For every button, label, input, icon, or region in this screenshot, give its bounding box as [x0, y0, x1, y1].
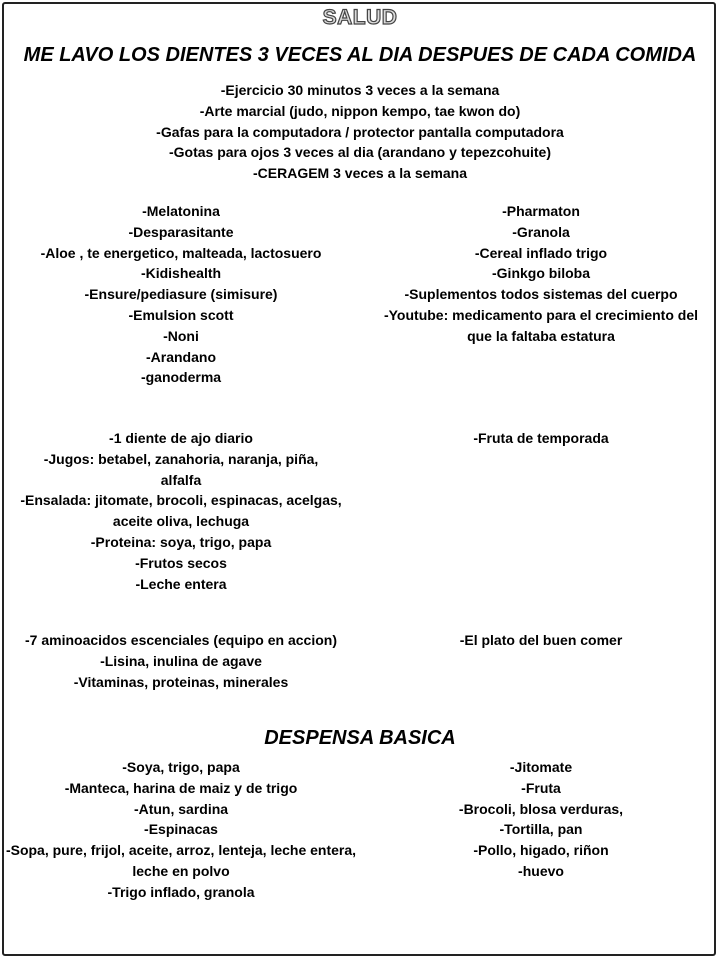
- nutrients-left-list: [5, 630, 357, 692]
- list-item: -Ginkgo biloba: [492, 265, 590, 282]
- list-item: -Leche entera: [135, 575, 227, 592]
- list-item: -Pollo, higado, riñon: [473, 842, 609, 859]
- list-item: -Cereal inflado trigo: [474, 244, 608, 261]
- list-item: -Kidishealth: [140, 265, 222, 282]
- list-item: -El plato del buen comer: [459, 632, 623, 648]
- list-item: -Trigo inflado, granola: [107, 883, 255, 900]
- list-item: -CERAGEM 3 veces a la semana: [253, 165, 467, 182]
- list-item: -Sopa, pure, frijol, aceite, arroz, lenteja, leche entera, leche en polvo: [5, 842, 357, 879]
- pantry-left-list: [5, 757, 357, 903]
- list-item: -Gotas para ojos 3 veces al dia (arandano y tepezcohuite): [168, 144, 551, 161]
- supplements-left-list: [5, 201, 357, 388]
- list-item: -Granola: [512, 223, 570, 240]
- list-item: -Lisina, inulina de agave: [100, 652, 262, 669]
- diet-left-list: [5, 428, 357, 594]
- list-item: -Ensure/pediasure (simisure): [84, 286, 278, 303]
- list-item: -Ensalada: jitomate, brocoli, espinacas, acelgas, aceite oliva, lechuga: [20, 492, 342, 530]
- list-item: -Jugos: betabel, zanahoria, naranja, piña, alfalfa: [43, 450, 319, 488]
- list-item: -huevo: [518, 862, 564, 879]
- list-item: -Desparasitante: [128, 223, 234, 240]
- list-item: -Aloe , te energetico, malteada, lactosuero: [40, 244, 322, 261]
- list-item: -Manteca, harina de maiz y de trigo: [64, 779, 298, 796]
- list-item: -Fruta: [521, 779, 561, 796]
- list-item: -Youtube: medicamento para el crecimiento del que la faltaba estatura: [383, 306, 699, 344]
- list-item: -Jitomate: [509, 759, 573, 775]
- list-item: -Arte marcial (judo, nippon kempo, tae kwon do): [199, 102, 521, 119]
- list-item: -Soya, trigo, papa: [122, 759, 240, 775]
- list-item: -Gafas para la computadora / protector pantalla computadora: [156, 123, 564, 140]
- list-item: -Noni: [163, 327, 199, 344]
- nutrients-right-list: [380, 630, 702, 651]
- page-title: SALUD: [322, 6, 398, 29]
- supplements-right-list: [380, 201, 702, 347]
- general-list: [0, 80, 720, 184]
- diet-right-list: [380, 428, 702, 449]
- list-item: -7 aminoacidos escenciales (equipo en accion): [25, 632, 337, 648]
- subtitle: ME LAVO LOS DIENTES 3 VECES AL DIA DESPUES DE CADA COMIDA: [23, 44, 697, 66]
- list-item: -Emulsion scott: [128, 306, 234, 323]
- list-item: -Vitaminas, proteinas, minerales: [73, 673, 289, 690]
- list-item: -ganoderma: [140, 369, 222, 386]
- list-item: -Pharmaton: [502, 203, 580, 219]
- list-item: -Espinacas: [144, 821, 218, 838]
- list-item: -Melatonina: [142, 203, 220, 219]
- list-item: -Suplementos todos sistemas del cuerpo: [404, 286, 678, 303]
- pantry-right-list: [380, 757, 702, 882]
- list-item: -Atun, sardina: [133, 800, 229, 817]
- list-item: -Frutos secos: [135, 554, 227, 571]
- pantry-heading: DESPENSA BASICA: [264, 727, 456, 749]
- list-item: -Fruta de temporada: [473, 430, 609, 446]
- list-item: -Proteina: soya, trigo, papa: [90, 533, 272, 550]
- list-item: -Brocoli, blosa verduras,: [458, 800, 624, 817]
- list-item: -Arandano: [146, 348, 216, 365]
- list-item: -Ejercicio 30 minutos 3 veces a la semana: [220, 82, 500, 98]
- list-item: -Tortilla, pan: [499, 821, 583, 838]
- list-item: -1 diente de ajo diario: [109, 430, 253, 446]
